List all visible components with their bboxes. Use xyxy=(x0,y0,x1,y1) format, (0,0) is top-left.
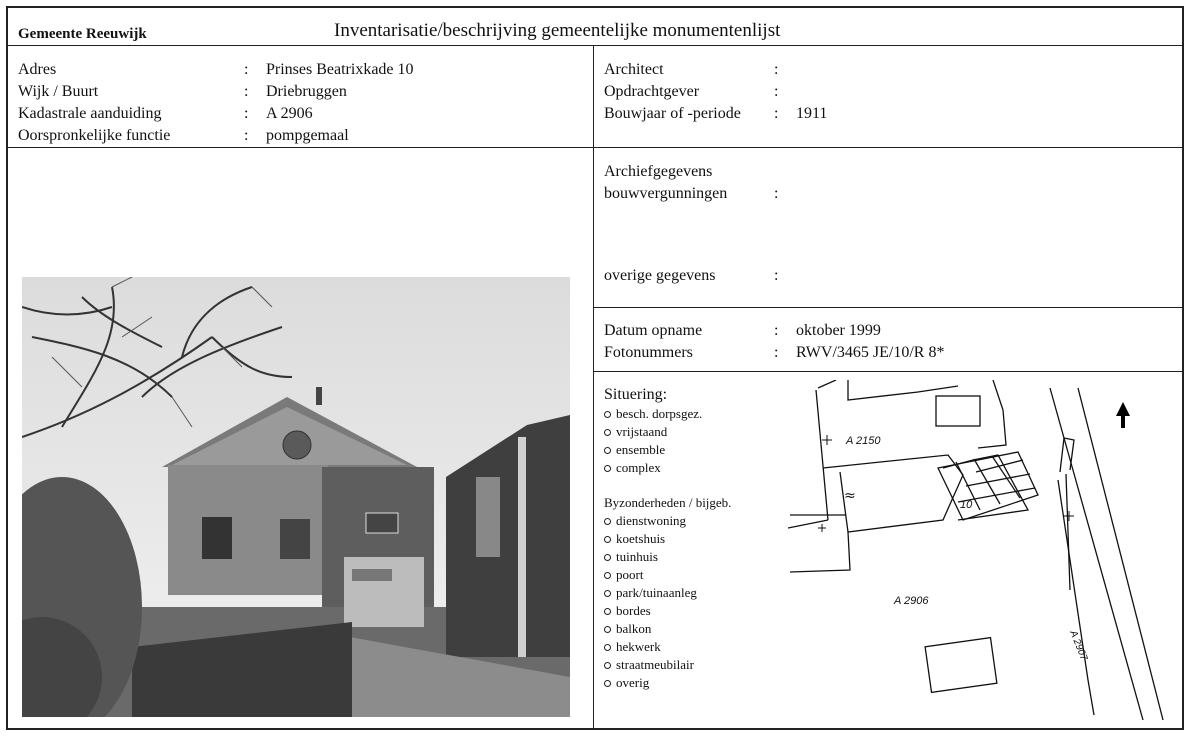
byz-item: tuinhuis xyxy=(604,548,658,566)
field-label-opdrachtgever: Opdrachtgever xyxy=(604,83,700,100)
field-label-foto: Fotonummers xyxy=(604,344,693,361)
circle-icon xyxy=(604,554,611,561)
field-label-bouwjaar: Bouwjaar of -periode xyxy=(604,105,741,122)
permits-label: bouwvergunningen xyxy=(604,185,728,202)
circle-icon xyxy=(604,518,611,525)
header-divider xyxy=(6,45,1184,46)
situering-item: vrijstaand xyxy=(604,423,667,441)
byz-item: overig xyxy=(604,674,649,692)
building-photo xyxy=(22,277,570,717)
map-house-number: 10 xyxy=(960,499,973,511)
byz-item: dienstwoning xyxy=(604,512,686,530)
other-data-label: overige gegevens xyxy=(604,267,716,284)
byz-item: poort xyxy=(604,566,643,584)
municipality-name: Gemeente Reeuwijk xyxy=(18,26,147,42)
field-sep: : xyxy=(244,127,249,144)
circle-icon xyxy=(604,572,611,579)
field-value-functie: pompgemaal xyxy=(266,127,349,144)
field-sep: : xyxy=(244,105,249,122)
form-title: Inventarisatie/beschrijving gemeentelijke monumentenlijst xyxy=(334,20,781,41)
situering-item: ensemble xyxy=(604,441,665,459)
circle-icon xyxy=(604,662,611,669)
field-label-functie: Oorspronkelijke functie xyxy=(18,127,171,144)
byz-item: straatmeubilair xyxy=(604,656,694,674)
byz-item: koetshuis xyxy=(604,530,665,548)
byz-item: park/tuinaanleg xyxy=(604,584,697,602)
cadastral-map xyxy=(788,380,1176,720)
field-value-adres: Prinses Beatrixkade 10 xyxy=(266,61,414,78)
field-value-foto: RWV/3465 JE/10/R 8* xyxy=(796,344,945,361)
byz-item: hekwerk xyxy=(604,638,661,656)
circle-icon xyxy=(604,429,611,436)
circle-icon xyxy=(604,536,611,543)
field-value-datum: oktober 1999 xyxy=(796,322,881,339)
archive-divider xyxy=(593,307,1184,308)
circle-icon xyxy=(604,411,611,418)
left-fields-divider xyxy=(6,147,594,148)
field-sep: : xyxy=(774,267,779,284)
circle-icon xyxy=(604,590,611,597)
circle-icon xyxy=(604,465,611,472)
field-label-adres: Adres xyxy=(18,61,57,78)
map-road-label: A 2907 xyxy=(1067,629,1090,663)
byz-item: bordes xyxy=(604,602,651,620)
situering-title: Situering: xyxy=(604,386,668,403)
map-parcel-label: A 2906 xyxy=(894,595,929,607)
circle-icon xyxy=(604,644,611,651)
circle-icon xyxy=(604,626,611,633)
field-sep: : xyxy=(774,61,779,78)
field-sep: : xyxy=(774,105,779,122)
field-value-bouwjaar: 1911 xyxy=(796,105,828,122)
field-sep: : xyxy=(774,322,779,339)
field-sep: : xyxy=(774,83,779,100)
field-sep: : xyxy=(244,83,249,100)
archive-title: Archiefgegevens xyxy=(604,163,713,180)
situering-item: complex xyxy=(604,459,661,477)
circle-icon xyxy=(604,608,611,615)
field-label-wijk: Wijk / Buurt xyxy=(18,83,99,100)
north-arrow-icon xyxy=(1116,402,1130,428)
situering-item: besch. dorpsgez. xyxy=(604,405,702,423)
map-parcel-label: A 2150 xyxy=(846,435,881,447)
right-fields-divider xyxy=(593,147,1184,148)
field-value-wijk: Driebruggen xyxy=(266,83,347,100)
field-sep: : xyxy=(774,185,779,202)
byz-title: Byzonderheden / bijgeb. xyxy=(604,495,732,510)
field-label-datum: Datum opname xyxy=(604,322,703,339)
field-sep: : xyxy=(244,61,249,78)
survey-divider xyxy=(593,371,1184,372)
map-water-symbol: ≈ xyxy=(844,488,856,504)
field-label-architect: Architect xyxy=(604,61,664,78)
field-sep: : xyxy=(774,344,779,361)
circle-icon xyxy=(604,680,611,687)
field-label-kadastraal: Kadastrale aanduiding xyxy=(18,105,162,122)
circle-icon xyxy=(604,447,611,454)
byz-item: balkon xyxy=(604,620,651,638)
field-value-kadastraal: A 2906 xyxy=(266,105,313,122)
